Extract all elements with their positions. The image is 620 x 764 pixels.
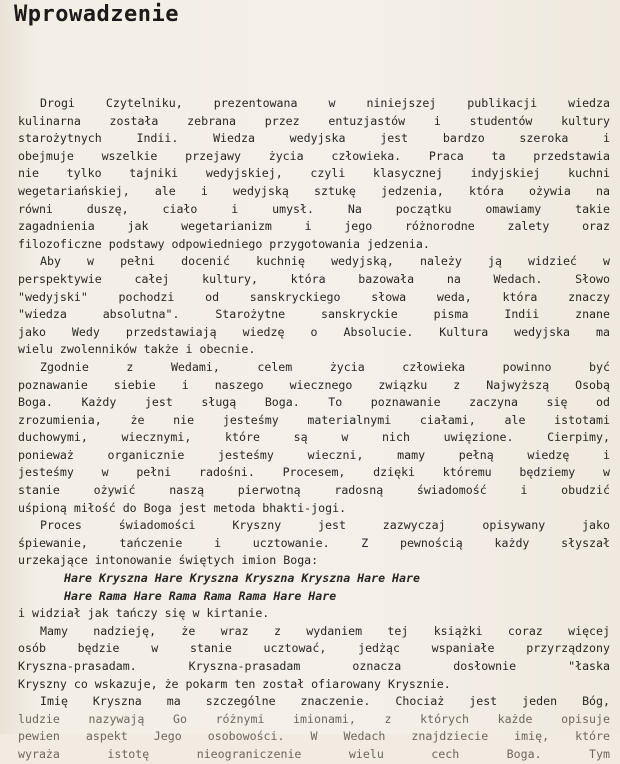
text-line: "wedyjski" pochodzi od sanskryckiego słowa weda, która znaczy (18, 289, 610, 304)
text-line: Kryszny co wskazuje, że pokarm ten został ofiarowany Krysznie. (18, 676, 451, 691)
text-line: Mamy nadzieję, że wraz z wydaniem tej książki coraz więcej (40, 623, 610, 638)
text-line: wegetariańskiej, ale i wedyjską sztukę jedzenia, która ożywia na (18, 183, 610, 198)
text-line: Drogi Czytelniku, prezentowana w niniejszej publikacji wiedza (40, 96, 610, 110)
text-line: Aby w pełni docenić kuchnię wedyjską, należy ją widzieć w (40, 254, 610, 269)
text-line: zrozumienia, że nie jesteśmy materialnymi ciałami, ale istotami (18, 412, 610, 427)
text-line: Zgodnie z Wedami, celem życia człowieka powinno być (40, 359, 610, 374)
text-line: Imię Kryszna ma szczególne znaczenie. Chociaż jest jeden Bóg, (40, 694, 610, 709)
text-line: kulinarna została zebrana przez entuzjastów i studentów kultury (18, 113, 610, 128)
text-line: urzekające intonowanie świętych imion Boga: (18, 553, 319, 568)
text-line: jako Wedy przedstawiają wiedzę o Absolucie. Kultura wedyjska ma (18, 324, 610, 339)
text-line: ludzie nazywają Go różnymi imionami, z których każde opisuje (18, 711, 610, 726)
text-line: filozoficzne podstawy odpowiedniego przygotowania jedzenia. (18, 236, 430, 251)
text-line: Proces świadomości Kryszny jest zazwyczaj opisywany jako (40, 518, 610, 533)
text-line: wielu zwolenników także i obecnie. (18, 342, 256, 357)
text-line: "wiedza absolutna". Starożytne sanskryckie pisma Indii znane (18, 307, 610, 322)
text-line: zagadnienia jak wegetarianizm i jego różnorodne zalety oraz (18, 219, 610, 234)
page-title: Wprowadzenie (14, 2, 179, 27)
text-line: starożytnych Indii. Wiedza wedyjska jest bardzo szeroka i (18, 131, 610, 146)
text-line: i widział jak tańczy się w kirtanie. (18, 606, 270, 621)
text-line: obejmuje wszelkie przejawy życia człowieka. Praca ta przedstawia (18, 148, 610, 163)
text-line: osób będzie w stanie ucztować, jedżąc wspaniałe przyrządzony (18, 641, 610, 656)
text-line: Boga. Każdy jest sługą Boga. To poznawanie zaczyna się od (18, 395, 610, 410)
text-line: równi duszę, ciało i umysł. Na początku omawiamy takie (18, 201, 610, 216)
text-line: śpiewanie, tańczenie i ucztowanie. Z pewnością każdy słyszał (18, 535, 610, 550)
text-line: duchowymi, wiecznymi, które są w nich uwięzione. Cierpimy, (18, 430, 610, 445)
text-line: jesteśmy w pełni radośni. Procesem, dzięki któremu będziemy w (18, 465, 610, 480)
text-line: wyraża istotę nieograniczenie wielu cech Boga. Tym (18, 746, 610, 761)
text-line: poznawanie siebie i naszego wiecznego związku z Najwyższą Osobą (18, 377, 610, 392)
text-line: Hare Kryszna Hare Kryszna Kryszna Kryszna Hare Hare (64, 571, 420, 586)
text-line: uśpioną miłość do Boga jest metoda bhakti-jogi. (18, 500, 347, 515)
text-line: Hare Rama Hare Rama Rama Rama Hare Hare (64, 588, 337, 603)
text-line: nie tylko tajniki wedyjskiej, czyli klasycznej indyjskiej kuchni (18, 166, 610, 181)
text-line: ponieważ organicznie jesteśmy wieczni, mamy pełną wiedzę i (18, 447, 610, 462)
body-text (18, 95, 610, 764)
text-line: Kryszna-prasadam. Kryszna-prasadam oznacza dosłownie "łaska (18, 659, 610, 673)
text-line: perspektywie całej kultury, która bazowała na Wedach. Słowo (18, 271, 610, 286)
text-line: pewien aspekt Jego osobowości. W Wedach znajdziecie imię, które (18, 729, 610, 744)
text-line: stanie ożywić naszą pierwotną radosną świadomość i obudzić (18, 483, 610, 498)
